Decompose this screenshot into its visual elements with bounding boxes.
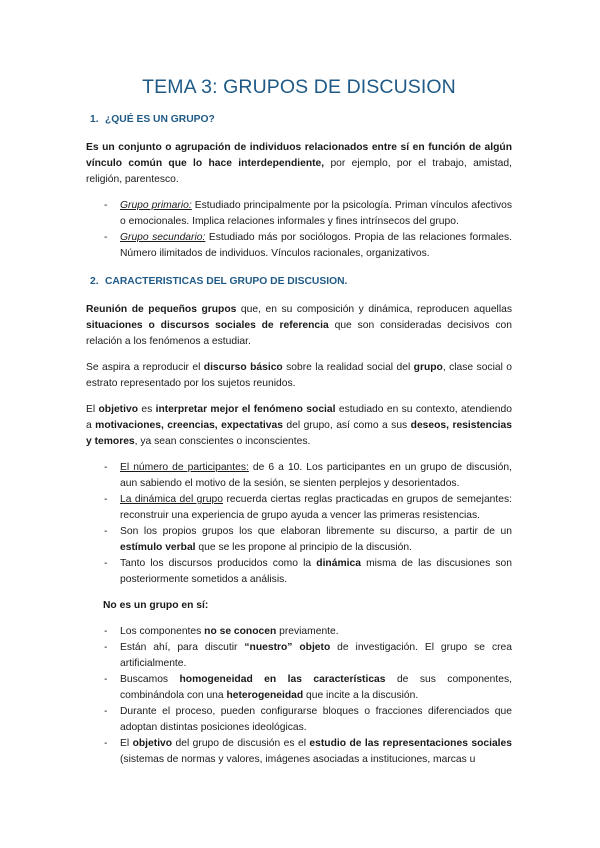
list-item — [86, 492, 512, 524]
list-item — [86, 672, 512, 704]
group-types-list — [86, 198, 512, 262]
text-run: recuerda ciertas reglas practicadas en grupos de semejantes: reconstruir una experiencia de grupo ayuda a vencer las primeras resistencias. — [120, 494, 512, 521]
underlined-text: La dinámica del grupo — [120, 494, 224, 505]
text-run: (sistemas de normas y valores, imágenes asociadas a instituciones, marcas u — [120, 754, 476, 765]
text-run: estudiado en su contexto, atendiendo a — [86, 404, 512, 431]
bold-text: deseos, resistencias y temores — [86, 420, 512, 447]
text-run: sobre la realidad social del — [282, 362, 414, 373]
text-run: misma de las discusiones son posteriormente sometidos a análisis. — [120, 558, 512, 585]
dash-bullet: - — [104, 526, 108, 537]
bold-text: motivaciones, creencias, expectativas — [95, 420, 283, 431]
grupo-secundario-text: Estudiado más por sociólogos. Propia de las relaciones formales. Número ilimitados de individuos. Vínculos racionales, organizativos. — [120, 232, 512, 259]
not-group-list — [86, 624, 512, 768]
bold-text: discurso básico — [203, 362, 283, 373]
bold-text: grupo — [413, 362, 443, 373]
bold-text: estímulo verbal — [120, 542, 196, 553]
list-item-grupo-secundario — [86, 230, 512, 262]
dash-bullet: - — [104, 738, 108, 749]
text-run: que son consideradas decisivos con relación a los fenómenos a estudiar. — [86, 320, 512, 347]
list-item — [86, 704, 512, 736]
bold-text: Reunión de pequeños grupos — [86, 304, 237, 315]
text-run: El — [86, 404, 99, 415]
group-definition-bold: Es un conjunto o agrupación de individuos relacionados entre sí en función de algún vínculo común que lo hace interdependiente, — [86, 142, 512, 169]
dash-bullet: - — [104, 462, 108, 473]
bold-text: homogeneidad en las características — [179, 674, 386, 685]
text-run: de investigación. El grupo se crea artificialmente. — [120, 642, 512, 669]
text-run: previamente. — [276, 626, 339, 637]
bold-text: objetivo — [98, 404, 138, 415]
bold-text: heterogeneidad — [226, 690, 304, 701]
grupo-primario-term: Grupo primario: — [120, 200, 192, 211]
bold-text: dinámica — [316, 558, 361, 569]
section-1-heading — [86, 112, 512, 128]
dash-bullet: - — [104, 626, 108, 637]
section-2-number: 2. — [90, 276, 99, 287]
grupo-primario-text: Estudiado principalmente por la psicología. Priman vínculos afectivos o emocionales. Implica relaciones informales y fines intrínsecos del grupo. — [120, 200, 513, 227]
text-run: que, en su composición y dinámica, reproducen aquellas — [236, 304, 512, 315]
paragraph-objetivo — [86, 402, 512, 450]
text-run: , clase social o estrato representado por los sujetos reunidos. — [86, 362, 512, 389]
dash-bullet: - — [104, 232, 108, 243]
list-item — [86, 624, 512, 640]
underlined-text: El número de participantes: — [120, 462, 249, 473]
dash-bullet: - — [104, 494, 108, 505]
list-item-grupo-primario — [86, 198, 512, 230]
list-item — [86, 736, 512, 768]
paragraph-discurso-basico — [86, 360, 512, 392]
text-run: Buscamos — [120, 674, 180, 685]
list-item — [86, 640, 512, 672]
text-run: , ya sean conscientes o inconscientes. — [134, 436, 311, 447]
group-definition — [86, 140, 512, 188]
list-item — [86, 460, 512, 492]
bold-text: “nuestro” objeto — [244, 642, 331, 653]
dash-bullet: - — [104, 642, 108, 653]
page-title: TEMA 3: GRUPOS DE DISCUSION — [142, 76, 456, 98]
bold-text: no se conocen — [204, 626, 277, 637]
dash-bullet: - — [104, 674, 108, 685]
text-run: de sus componentes, combinándola con una — [120, 674, 512, 701]
text-run: El — [120, 738, 133, 749]
bold-text: interpretar mejor el fenómeno social — [155, 404, 336, 415]
section-2-heading-text: CARACTERISTICAS DEL GRUPO DE DISCUSION. — [105, 276, 348, 287]
text-run: es — [138, 404, 156, 415]
not-group-heading: No es un grupo en sí: — [103, 600, 209, 611]
text-run: Están ahí, para discutir — [120, 642, 245, 653]
list-item — [86, 524, 512, 556]
text-run: que se les propone al principio de la discusión. — [195, 542, 412, 553]
text-run: Los componentes — [120, 626, 205, 637]
bold-text: estudio de las representaciones sociales — [309, 738, 512, 749]
dash-bullet: - — [104, 558, 108, 569]
bold-text: objetivo — [132, 738, 173, 749]
text-run: Son los propios grupos los que elaboran libremente su discurso, a partir de un — [120, 526, 512, 537]
section-1-heading-text: ¿QUÉ ES UN GRUPO? — [105, 114, 215, 125]
text-run: Tanto los discursos producidos como la — [120, 558, 317, 569]
text-run: Se aspira a reproducir el — [86, 362, 204, 373]
text-run: que incite a la discusión. — [303, 690, 419, 701]
text-run: de 6 a 10. Los participantes en un grupo de discusión, aun sabiendo el motivo de la sesión, se sienten perplejos y desorientados. — [120, 462, 512, 489]
text-run: del grupo, así como a sus — [282, 420, 411, 431]
grupo-secundario-term: Grupo secundario: — [120, 232, 206, 243]
text-run: Durante el proceso, pueden configurarse bloques o fracciones diferenciados que adoptan distintas posiciones ideológicas. — [120, 706, 512, 733]
text-run: del grupo de discusión es el — [172, 738, 310, 749]
dash-bullet: - — [104, 706, 108, 717]
group-definition-rest: por ejemplo, por el trabajo, amistad, religión, parentesco. — [86, 158, 512, 185]
paragraph-reunion — [86, 302, 512, 350]
list-item — [86, 556, 512, 588]
section-2-heading — [86, 274, 512, 290]
characteristics-list — [86, 460, 512, 588]
section-1-number: 1. — [90, 114, 99, 125]
dash-bullet: - — [104, 200, 108, 211]
bold-text: situaciones o discursos sociales de referencia — [86, 320, 329, 331]
